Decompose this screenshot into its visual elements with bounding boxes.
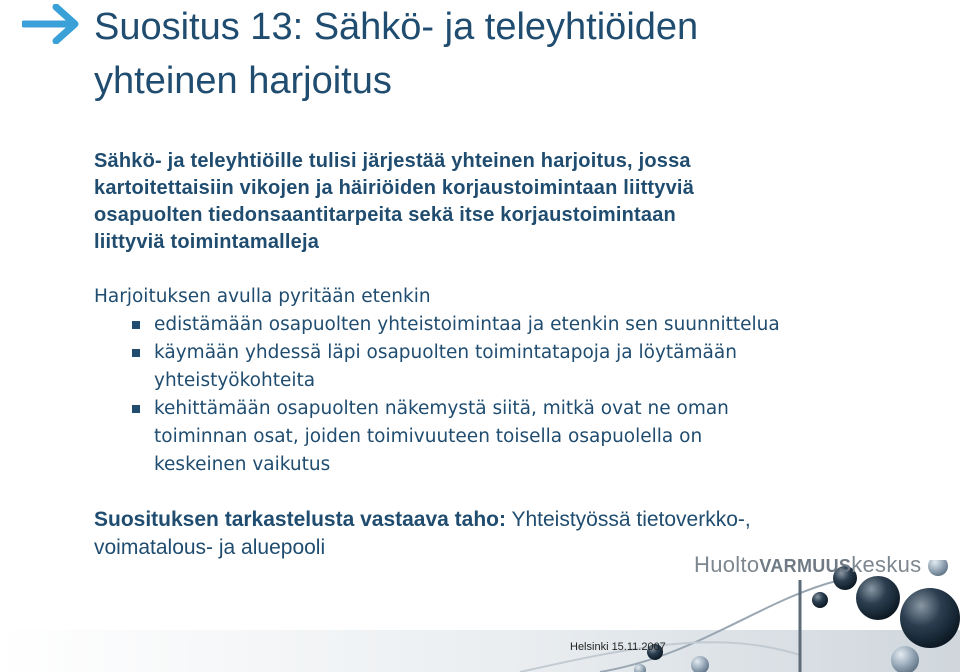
huoltovarmuuskeskus-logo xyxy=(694,552,921,584)
arrow-right-icon xyxy=(22,4,80,44)
recommendation-line-4: liittyviä toimintamalleja xyxy=(94,231,320,253)
bullet-line: keskeinen vaikutus xyxy=(154,454,331,475)
bullet-line: yhteistyökohteita xyxy=(154,370,316,391)
bullet-line: edistämään osapuolten yhteistoimintaa ja etenkin sen suunnittelua xyxy=(154,314,780,335)
recommendation-line-3: osapuolten tiedonsaantitarpeita sekä itse korjaustoimintaan xyxy=(94,204,676,226)
square-bullet-icon xyxy=(132,405,140,413)
logo-part-2: VARMUUS xyxy=(759,556,852,576)
square-bullet-icon xyxy=(132,349,140,357)
goals-lead-text: Harjoituksen avulla pyritään etenkin xyxy=(94,286,431,307)
bullet-item xyxy=(132,395,912,479)
square-bullet-icon xyxy=(132,321,140,329)
slide-title xyxy=(94,0,934,108)
responsible-line-1 xyxy=(94,506,914,534)
goals-lead xyxy=(94,283,894,311)
logo-part-3: keskus xyxy=(851,552,922,577)
slide-title-line-2: yhteinen harjoitus xyxy=(94,60,392,102)
footer-date: Helsinki 15.11.2007 xyxy=(570,641,666,653)
bullet-item xyxy=(132,311,912,339)
responsible-value-2: voimatalous- ja aluepooli xyxy=(94,536,326,559)
goals-bullet-list xyxy=(132,311,912,479)
recommendation-line-1: Sähkö- ja teleyhtiöille tulisi järjestää yhteinen harjoitus, jossa xyxy=(94,150,691,172)
bullet-line: kehittämään osapuolten näkemystä siitä, mitkä ovat ne oman xyxy=(154,398,729,419)
logo-part-1: Huolto xyxy=(694,552,760,577)
recommendation-text xyxy=(94,148,894,256)
bullet-line: käymään yhdessä läpi osapuolten toimintatapoja ja löytämään xyxy=(154,342,737,363)
bullet-line: toiminnan osat, joiden toimivuuteen toisella osapuolella on xyxy=(154,426,703,447)
responsible-label: Suosituksen tarkastelusta vastaava taho: xyxy=(94,508,507,531)
responsible-value-1: Yhteistyössä tietoverkko-, xyxy=(506,508,751,531)
slide-title-line-1: Suositus 13: Sähkö- ja teleyhtiöiden xyxy=(94,6,699,48)
recommendation-line-2: kartoitettaisiin vikojen ja häiriöiden korjaustoimintaan liittyviä xyxy=(94,177,695,199)
bullet-item xyxy=(132,339,912,395)
